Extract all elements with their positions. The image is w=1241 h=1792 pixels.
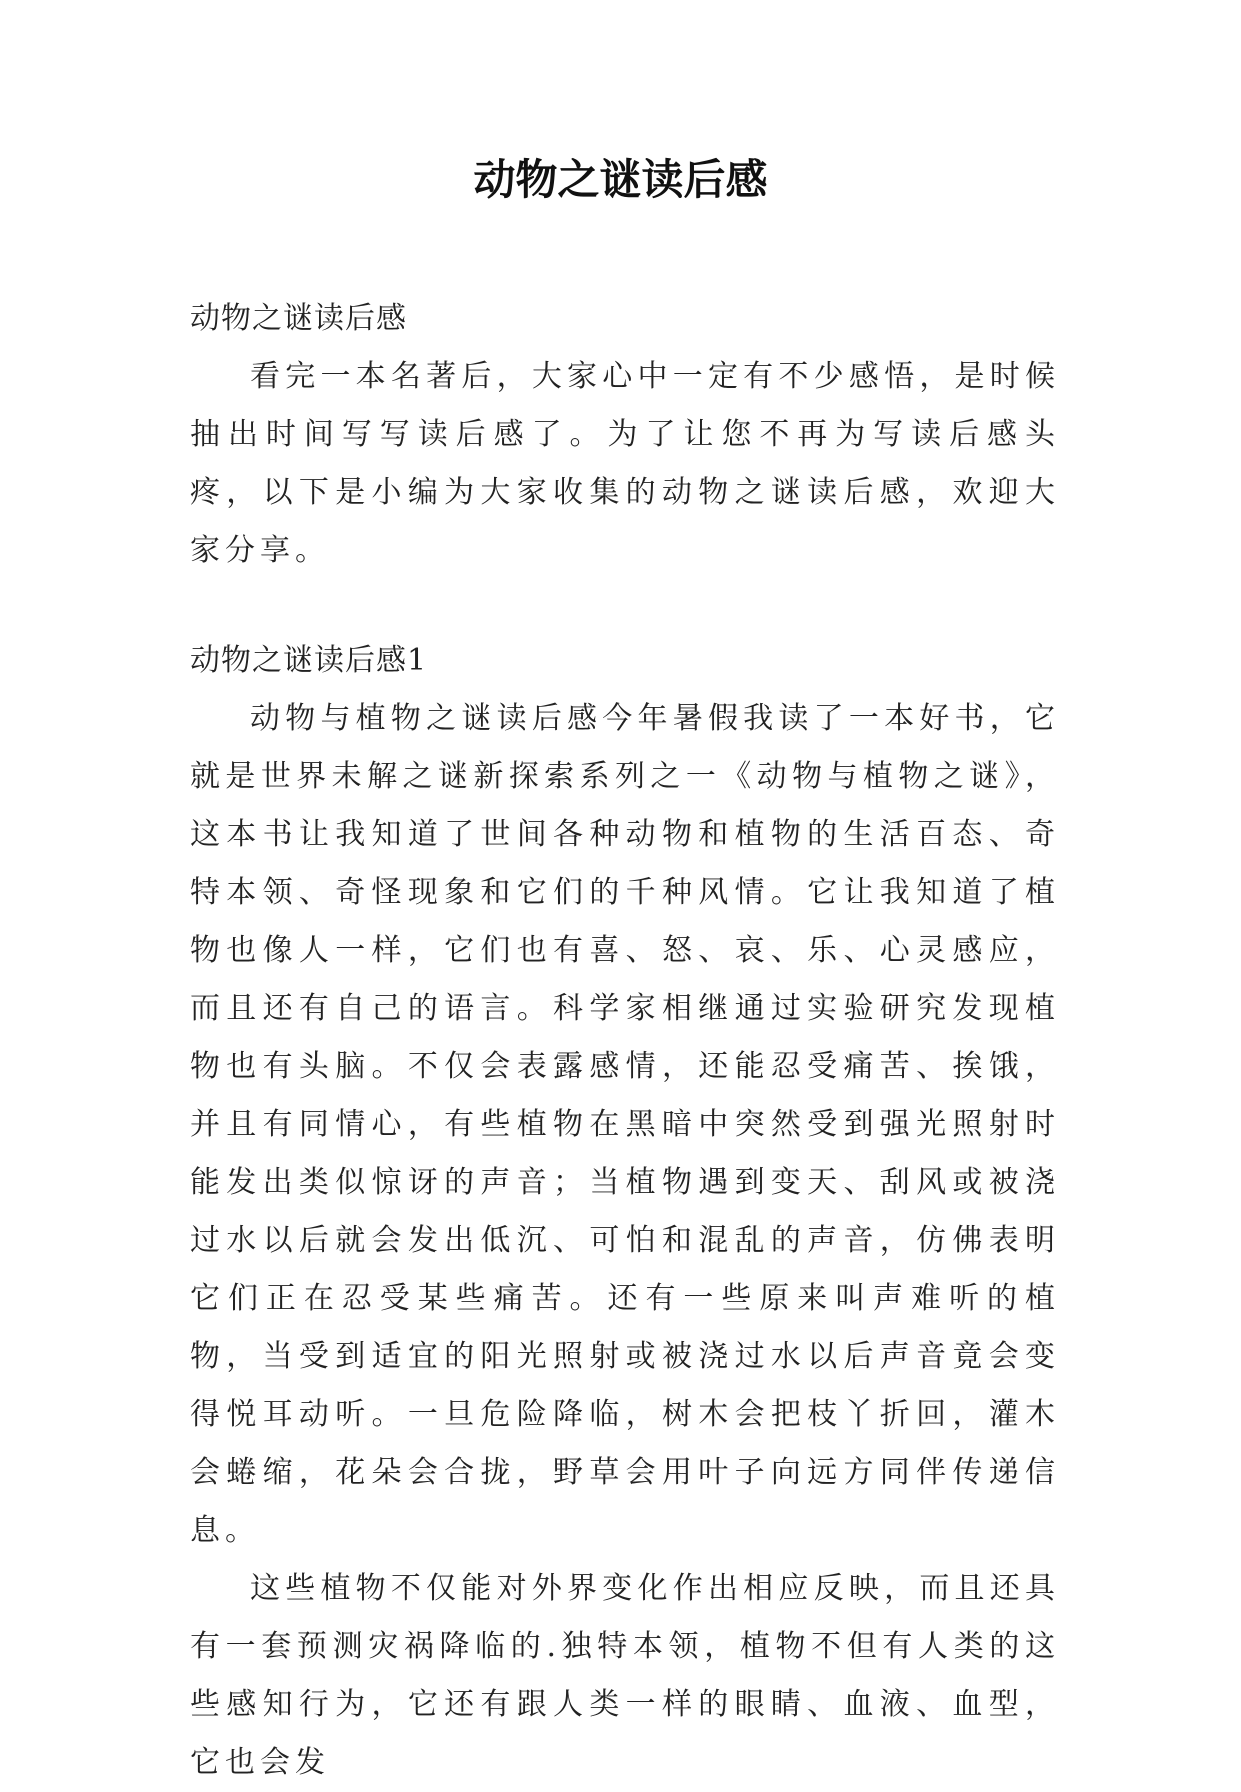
document-body [190, 290, 1060, 1792]
section-1-paragraph-2: 这些植物不仅能对外界变化作出相应反映，而且还具有一套预测灾祸降临的.独特本领，植物不但有人类的这些感知行为，它还有跟人类一样的眼睛、血液、血型，它也会发 [190, 1571, 1060, 1780]
section-1-paragraph-1: 动物与植物之谜读后感今年暑假我读了一本好书，它就是世界未解之谜新探索系列之一《动物与植物之谜》，这本书让我知道了世间各种动物和植物的生活百态、奇特本领、奇怪现象和它们的千种风情。它让我知道了植物也像人一样，它们也有喜、怒、哀、乐、心灵感应，而且还有自己的语言。科学家相继通过实验研究发现植物也有头脑。不仅会表露感情，还能忍受痛苦、挨饿，并且有同情心，有些植物在黑暗中突然受到强光照射时能发出类似惊讶的声音；当植物遇到变天、刮风或被浇过水以后就会发出低沉、可怕和混乱的声音，仿佛表明它们正在忍受某些痛苦。还有一些原来叫声难听的植物，当受到适宜的阳光照射或被浇过水以后声音竟会变得悦耳动听。一旦危险降临，树木会把枝丫折回，灌木会蜷缩，花朵会合拢，野草会用叶子向远方同伴传递信息。 [190, 701, 1060, 1548]
section-spacer [190, 580, 1060, 632]
section-1-heading: 动物之谜读后感1 [190, 643, 428, 678]
intro-paragraph: 看完一本名著后，大家心中一定有不少感悟，是时候抽出时间写写读后感了。为了让您不再为写读后感头疼，以下是小编为大家收集的动物之谜读后感，欢迎大家分享。 [190, 359, 1060, 568]
intro-heading: 动物之谜读后感 [190, 301, 407, 336]
document-title: 动物之谜读后感 [473, 155, 768, 204]
